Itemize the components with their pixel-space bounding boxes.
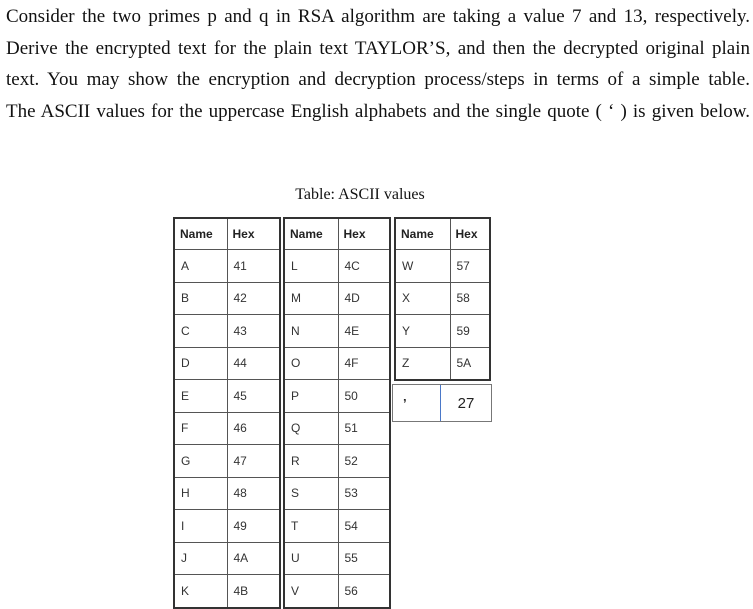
cell-name: T	[284, 510, 338, 543]
question-line-2: Derive the encrypted text for the plain text TAYLOR’S, and then the decrypted original plain	[6, 37, 750, 59]
question-line-4: The ASCII values for the uppercase English alphabets and the single quote ( ‘ ) is given below.	[6, 100, 750, 122]
cell-name: E	[174, 380, 227, 413]
column-header-name: Name	[174, 218, 227, 250]
table-caption: Table: ASCII values	[295, 186, 425, 203]
cell-hex: 41	[227, 250, 280, 283]
cell-name: Y	[395, 315, 450, 348]
cell-hex: 43	[227, 315, 280, 348]
table-row	[174, 250, 280, 283]
table-row	[174, 282, 280, 315]
table-row	[395, 347, 490, 380]
cell-name: R	[284, 445, 338, 478]
cell-name: X	[395, 282, 450, 315]
cell-hex: 58	[450, 282, 490, 315]
cell-hex: 44	[227, 347, 280, 380]
cell-name: U	[284, 542, 338, 575]
cell-name: P	[284, 380, 338, 413]
single-quote-ascii-row	[392, 384, 492, 422]
cell-name: G	[174, 445, 227, 478]
cell-hex: 4B	[227, 575, 280, 608]
cell-hex: 54	[338, 510, 390, 543]
table-row	[284, 315, 390, 348]
question-line-3: text. You may show the encryption and decryption process/steps in terms of a simple table.	[6, 69, 750, 91]
question-line-1: Consider the two primes p and q in RSA algorithm are taking a value 7 and 13, respectively.	[6, 6, 750, 27]
cell-name: Z	[395, 347, 450, 380]
cell-name: D	[174, 347, 227, 380]
cell-hex: 4A	[227, 542, 280, 575]
cell-hex: 4F	[338, 347, 390, 380]
cell-name: L	[284, 250, 338, 283]
column-header-hex: Hex	[227, 218, 280, 250]
cell-hex: 5A	[450, 347, 490, 380]
ascii-table-l-v	[283, 217, 391, 609]
cell-hex: 55	[338, 542, 390, 575]
table-row	[174, 477, 280, 510]
column-header-name: Name	[284, 218, 338, 250]
table-header-row	[284, 218, 390, 250]
cell-name: B	[174, 282, 227, 315]
column-header-hex: Hex	[338, 218, 390, 250]
table-row	[284, 412, 390, 445]
table-row	[174, 412, 280, 445]
cell-name: O	[284, 347, 338, 380]
column-header-hex: Hex	[450, 218, 490, 250]
table-row	[284, 250, 390, 283]
table-row	[284, 445, 390, 478]
cell-hex: 48	[227, 477, 280, 510]
cell-name: J	[174, 542, 227, 575]
table-row	[284, 282, 390, 315]
cell-hex: 45	[227, 380, 280, 413]
table-row	[174, 347, 280, 380]
cell-name: C	[174, 315, 227, 348]
cell-hex: 4D	[338, 282, 390, 315]
cell-hex: 47	[227, 445, 280, 478]
table-row	[284, 510, 390, 543]
cell-name: I	[174, 510, 227, 543]
cell-hex: 52	[338, 445, 390, 478]
table-row	[174, 542, 280, 575]
table-row	[174, 315, 280, 348]
cell-name: A	[174, 250, 227, 283]
single-quote-hex: 27	[457, 394, 475, 412]
column-header-name: Name	[395, 218, 450, 250]
cell-hex: 53	[338, 477, 390, 510]
cell-hex: 51	[338, 412, 390, 445]
table-row	[284, 477, 390, 510]
table-row	[395, 282, 490, 315]
table-row	[174, 445, 280, 478]
table-row	[174, 510, 280, 543]
table-row	[284, 380, 390, 413]
table-row	[284, 575, 390, 608]
table-row	[395, 315, 490, 348]
cell-name: Q	[284, 412, 338, 445]
cell-hex: 59	[450, 315, 490, 348]
table-header-row	[174, 218, 280, 250]
ascii-table-a-k	[173, 217, 281, 609]
table-row	[395, 250, 490, 283]
cell-name: M	[284, 282, 338, 315]
ascii-table-w-z	[394, 217, 491, 381]
table-row	[284, 542, 390, 575]
cell-hex: 49	[227, 510, 280, 543]
cell-hex: 57	[450, 250, 490, 283]
cell-hex: 56	[338, 575, 390, 608]
table-row	[174, 575, 280, 608]
cell-hex: 50	[338, 380, 390, 413]
cell-hex: 4C	[338, 250, 390, 283]
cell-hex: 4E	[338, 315, 390, 348]
cell-name: V	[284, 575, 338, 608]
cell-name: W	[395, 250, 450, 283]
cell-hex: 46	[227, 412, 280, 445]
cell-hex: 42	[227, 282, 280, 315]
cell-name: H	[174, 477, 227, 510]
table-row	[174, 380, 280, 413]
table-header-row	[395, 218, 490, 250]
table-row	[284, 347, 390, 380]
cell-name: F	[174, 412, 227, 445]
cell-name: K	[174, 575, 227, 608]
cell-name: N	[284, 315, 338, 348]
single-quote-name: ’	[393, 385, 441, 421]
question-text	[6, 6, 750, 132]
cell-name: S	[284, 477, 338, 510]
